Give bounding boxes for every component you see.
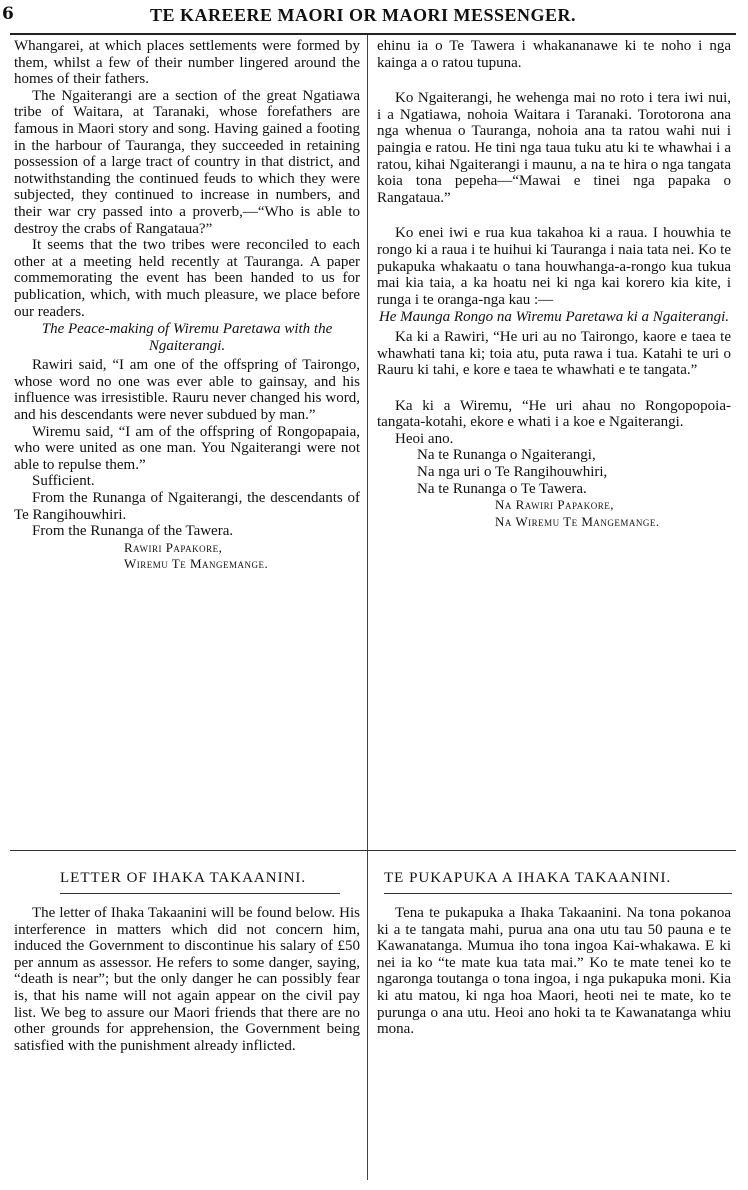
paragraph: ehinu ia o Te Tawera i whakananawe ki te noho i nga kainga a o ratou tupuna. <box>377 38 731 71</box>
paragraph: Rawiri said, “I am one of the offspring of Tairongo, whose word no one was ever able to gainsay, and his influence was irresistible. Rauru never changed his word, and his descendants were never subdued by man.” <box>14 357 360 424</box>
from-line: Na te Runanga o Ngaiterangi, <box>417 447 596 464</box>
paragraph: The letter of Ihaka Takaanini will be found below. His interference in matters which did not concern him, induced the Government to discontinue his salary of £50 per annum as assessor. He refers to some danger, saying, “death is near”; but the only danger he can possibly fear is, that his name will not again appear on the civil pay list. We beg to assure our Maori friends that there are no other grounds for apprehension, the Government being satisfied with the punishment already inflicted. <box>14 905 360 1054</box>
closing-text: Heoi ano. <box>395 430 454 447</box>
from-line: From the Runanga of Ngaiterangi, the descendants of Te Rangihouwhiri. <box>14 490 360 523</box>
article-subheading: The Peace-making of Wiremu Paretawa with the Ngaiterangi. <box>41 321 333 354</box>
heading-underline <box>60 893 340 894</box>
closing-text: Sufficient. <box>32 473 95 490</box>
from-line: From the Runanga of the Tawera. <box>32 523 234 540</box>
letter-english <box>14 905 360 1054</box>
page-number: 6 <box>2 4 14 24</box>
from-line: Na te Runanga o Te Tawera. <box>417 480 587 497</box>
paragraph: Ko Ngaiterangi, he wehenga mai no roto i tera iwi nui, i a Ngatiawa, nohoia Waitara i Taranaki. Torotorona ana nga whenua o Tauranga, nohoia ana ta ratou wahi nui i paingia e ratou. He tini nga taua tuku atu ki te whawhai i a ratou, kihai Ngaiterangi i maunu, a na te hira o nga tangata koia tona pepeha—“Mawai e tinei nga papaka o Rangataua.” <box>377 90 731 206</box>
paragraph: Tena te pukapuka a Ihaka Takaanini. Na tona pokanoa ki a te tangata mahi, purua ana ona utu tau 50 pauna e te Kawanatanga. Mumua iho tona ingoa Kai-whakawa. E ki nei ia ko “te mate kua tata mai.” Ko te mate tenei ko te ngaronga toutanga o tona ingoa, i nga pukapuka moni. Kia ki atu matou, ki nga hoa Maori, heoti nei te mate, ko te purunga o ana utu. Heoi ano hoki ta te Kawanatanga whiu mona. <box>377 905 731 1038</box>
paragraph: Wiremu said, “I am of the offspring of Rongopapaia, who were united as one man. You Ngaiterangi were not able to repulse them.” <box>14 423 360 473</box>
article-subheading: He Maunga Rongo na Wiremu Paretawa ki a Ngaiterangi. <box>378 309 730 326</box>
paragraph: Ko enei iwi e rua kua takahoa ki a raua. I houwhia te rongo ki a raua i te huihui ki Tauranga i naia tata nei. Ko te pukapuka whakaatu o tana houwhanga-a-rongo kua tukua mai kia taia, a ka hoatu nei ki nga kai korero kia kite, i runga i te oranga-nga kau :— <box>377 225 731 308</box>
masthead-title: TE KAREERE MAORI OR MAORI MESSENGER. <box>150 5 577 25</box>
paragraph: Whangarei, at which places settlements were formed by them, whilst a few of their number lingered around the homes of their fathers. <box>14 38 360 88</box>
from-line: Na nga uri o Te Rangihouwhiri, <box>417 464 608 481</box>
section-heading-english: LETTER OF IHAKA TAKAANINI. <box>60 870 307 886</box>
column-divider <box>367 35 368 1180</box>
section-heading-maori: TE PUKAPUKA A IHAKA TAKAANINI. <box>384 870 672 886</box>
signature: Na Wiremu Te Mangemange. <box>495 513 660 529</box>
letter-maori <box>377 905 731 1038</box>
signature: Wiremu Te Mangemange. <box>124 556 269 572</box>
signature: Na Rawiri Papakore, <box>495 497 614 513</box>
paragraph: It seems that the two tribes were reconciled to each other at a meeting held recently at Tauranga. A paper commemorating the event has been handed to us for publication, which, with much pleasure, we place before our readers. <box>14 237 360 320</box>
paragraph: Ka ki a Rawiri, “He uri au no Tairongo, kaore e taea te whawhati tana ki; toia atu, puta rawa i tua. Katahi te uri o Rauru ki tahi, e kore e taea te whawhati e te tangata.” <box>377 328 731 379</box>
paragraph: Ka ki a Wiremu, “He uri ahau no Rongopopoia-tangata-kotahi, ekore e whati i a koe e Ngaiterangi. <box>377 397 731 431</box>
left-column <box>14 38 360 573</box>
signature: Rawiri Papakore, <box>124 539 223 555</box>
section-rule <box>10 850 736 851</box>
heading-underline <box>384 893 732 894</box>
right-column <box>377 38 731 530</box>
header-rule <box>10 33 736 35</box>
paragraph: The Ngaiterangi are a section of the great Ngatiawa tribe of Waitara, at Taranaki, whose forefathers are famous in Maori story and song. Having gained a footing in the harbour of Tauranga, they succeeded in retaining possession of a large tract of country in that district, and notwithstanding the continued feuds to which they were subjected, they continued to increase in numbers, and their war cry passed into a proverb,—“Who is able to destroy the crabs of Rangataua?” <box>14 87 360 237</box>
